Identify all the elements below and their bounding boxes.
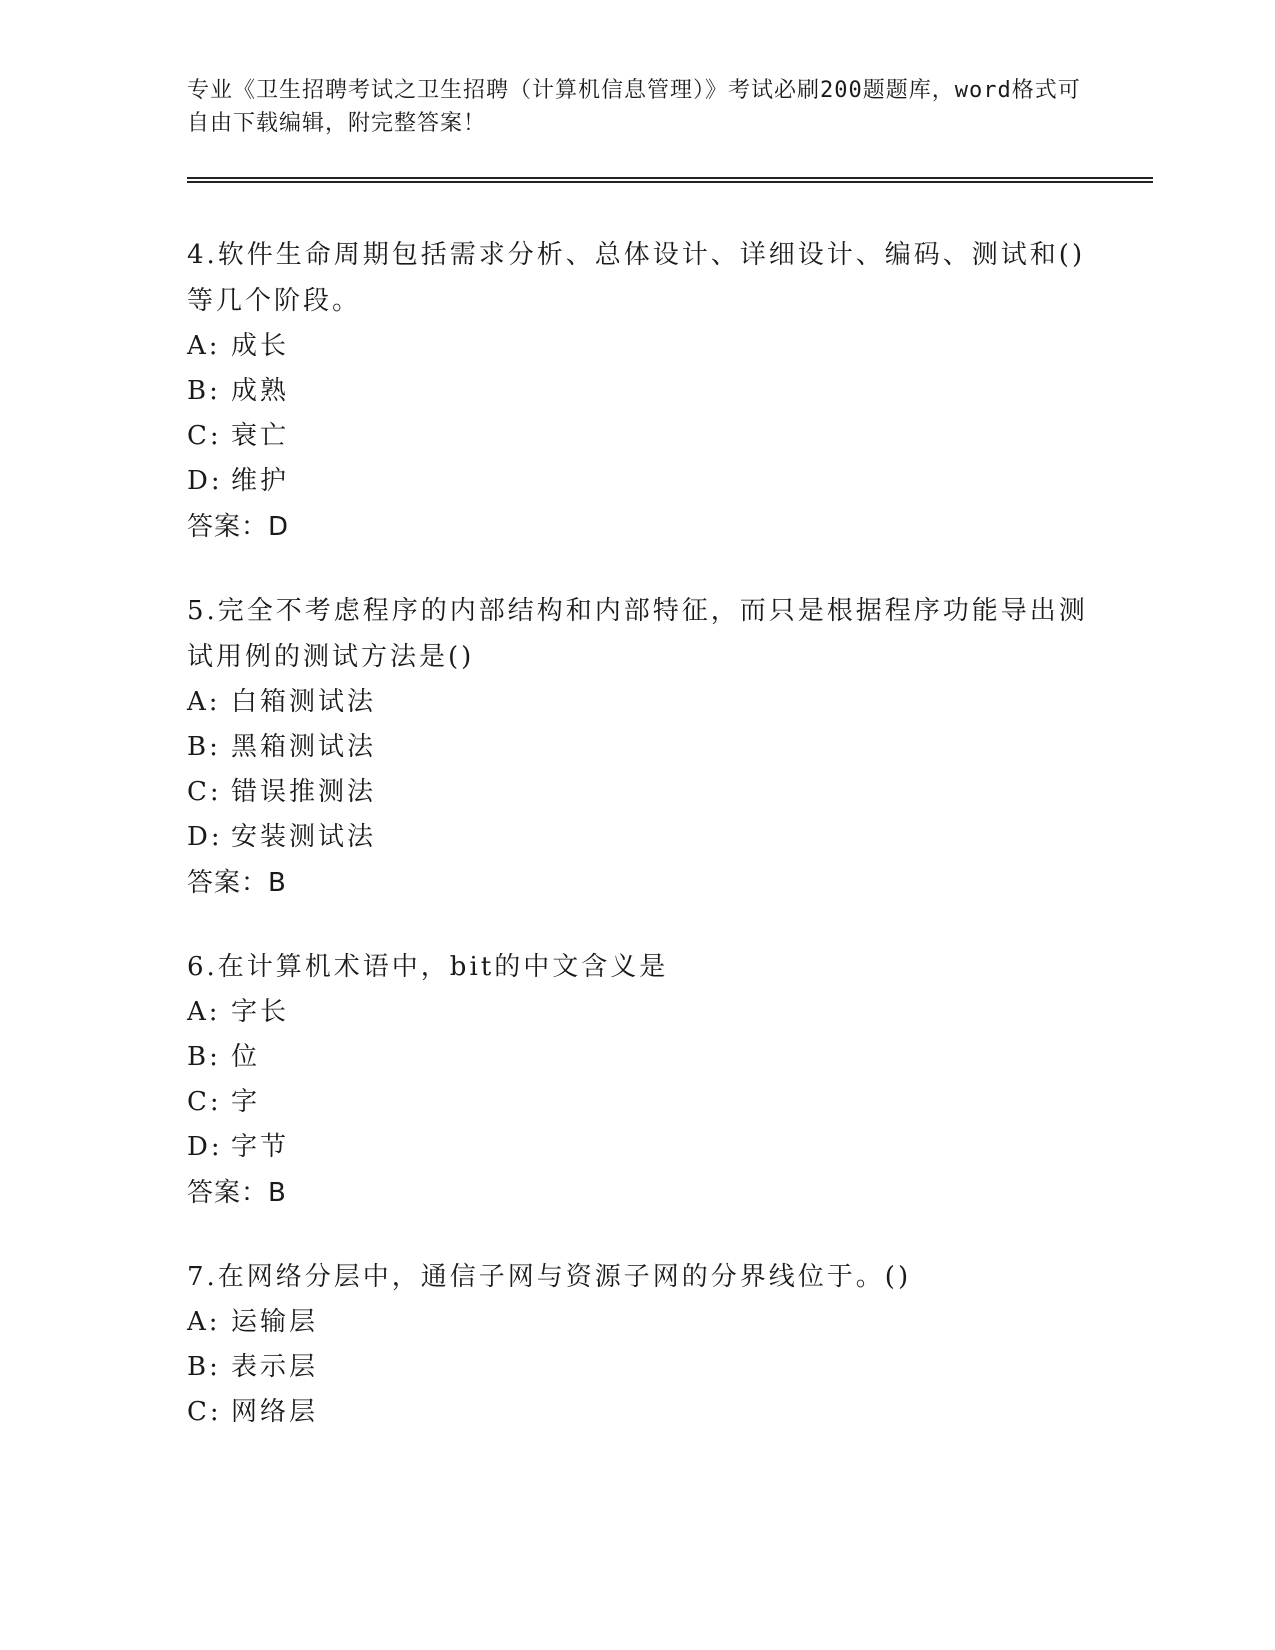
option-key: C: — [187, 777, 222, 807]
option-d — [187, 815, 1107, 860]
answer-line: 答案：B — [187, 1178, 287, 1208]
option-text: 衰亡 — [231, 421, 290, 451]
option-text: 字长 — [231, 997, 290, 1027]
option-list — [187, 680, 1107, 860]
option-text: 字节 — [231, 1132, 290, 1162]
option-a — [187, 324, 1107, 369]
option-key: A: — [187, 331, 221, 361]
option-text: 字 — [231, 1087, 261, 1117]
option-b — [187, 1345, 1107, 1390]
option-b — [187, 1035, 1107, 1080]
option-c — [187, 1390, 1107, 1435]
option-c — [187, 414, 1107, 459]
option-key: A: — [187, 1307, 221, 1337]
answer-line: 答案：B — [187, 868, 287, 898]
option-text: 错误推测法 — [231, 777, 377, 807]
question-6 — [187, 944, 1107, 1216]
option-text: 表示层 — [231, 1352, 319, 1382]
document-header: 专业《卫生招聘考试之卫生招聘（计算机信息管理）》考试必刷200题题库，word格式可自由下载编辑，附完整答案！ — [187, 78, 1081, 136]
question-text: 6.在计算机术语中，bit的中文含义是 — [187, 952, 669, 982]
option-a — [187, 680, 1107, 725]
option-text: 白箱测试法 — [231, 687, 377, 717]
question-text: 5.完全不考虑程序的内部结构和内部特征，而只是根据程序功能导出测试用例的测试方法是() — [187, 596, 1088, 672]
option-c — [187, 1080, 1107, 1125]
question-4 — [187, 232, 1107, 550]
option-key: D: — [187, 822, 223, 852]
option-key: D: — [187, 466, 223, 496]
option-list — [187, 324, 1107, 504]
option-key: A: — [187, 687, 221, 717]
option-c — [187, 770, 1107, 815]
answer-line: 答案：D — [187, 512, 290, 542]
header-divider — [187, 177, 1153, 183]
question-5 — [187, 588, 1107, 906]
option-text: 成熟 — [231, 376, 290, 406]
option-b — [187, 369, 1107, 414]
option-a — [187, 1300, 1107, 1345]
option-text: 维护 — [231, 466, 290, 496]
option-text: 运输层 — [231, 1307, 319, 1337]
option-d — [187, 1125, 1107, 1170]
option-list — [187, 990, 1107, 1170]
option-text: 网络层 — [231, 1397, 319, 1427]
option-key: B: — [187, 376, 221, 406]
option-key: C: — [187, 1397, 222, 1427]
option-key: A: — [187, 997, 221, 1027]
option-text: 成长 — [231, 331, 290, 361]
option-text: 安装测试法 — [231, 822, 377, 852]
option-key: C: — [187, 421, 222, 451]
option-text: 位 — [231, 1042, 261, 1072]
question-list — [187, 232, 1107, 1473]
question-text: 4.软件生命周期包括需求分析、总体设计、详细设计、编码、测试和()等几个阶段。 — [187, 240, 1086, 316]
option-key: B: — [187, 1042, 221, 1072]
option-key: C: — [187, 1087, 222, 1117]
option-text: 黑箱测试法 — [231, 732, 377, 762]
option-a — [187, 990, 1107, 1035]
option-key: D: — [187, 1132, 223, 1162]
option-key: B: — [187, 1352, 221, 1382]
option-key: B: — [187, 732, 221, 762]
option-b — [187, 725, 1107, 770]
question-7 — [187, 1254, 1107, 1435]
question-text: 7.在网络分层中，通信子网与资源子网的分界线位于。() — [187, 1262, 912, 1292]
option-list — [187, 1300, 1107, 1435]
option-d — [187, 459, 1107, 504]
